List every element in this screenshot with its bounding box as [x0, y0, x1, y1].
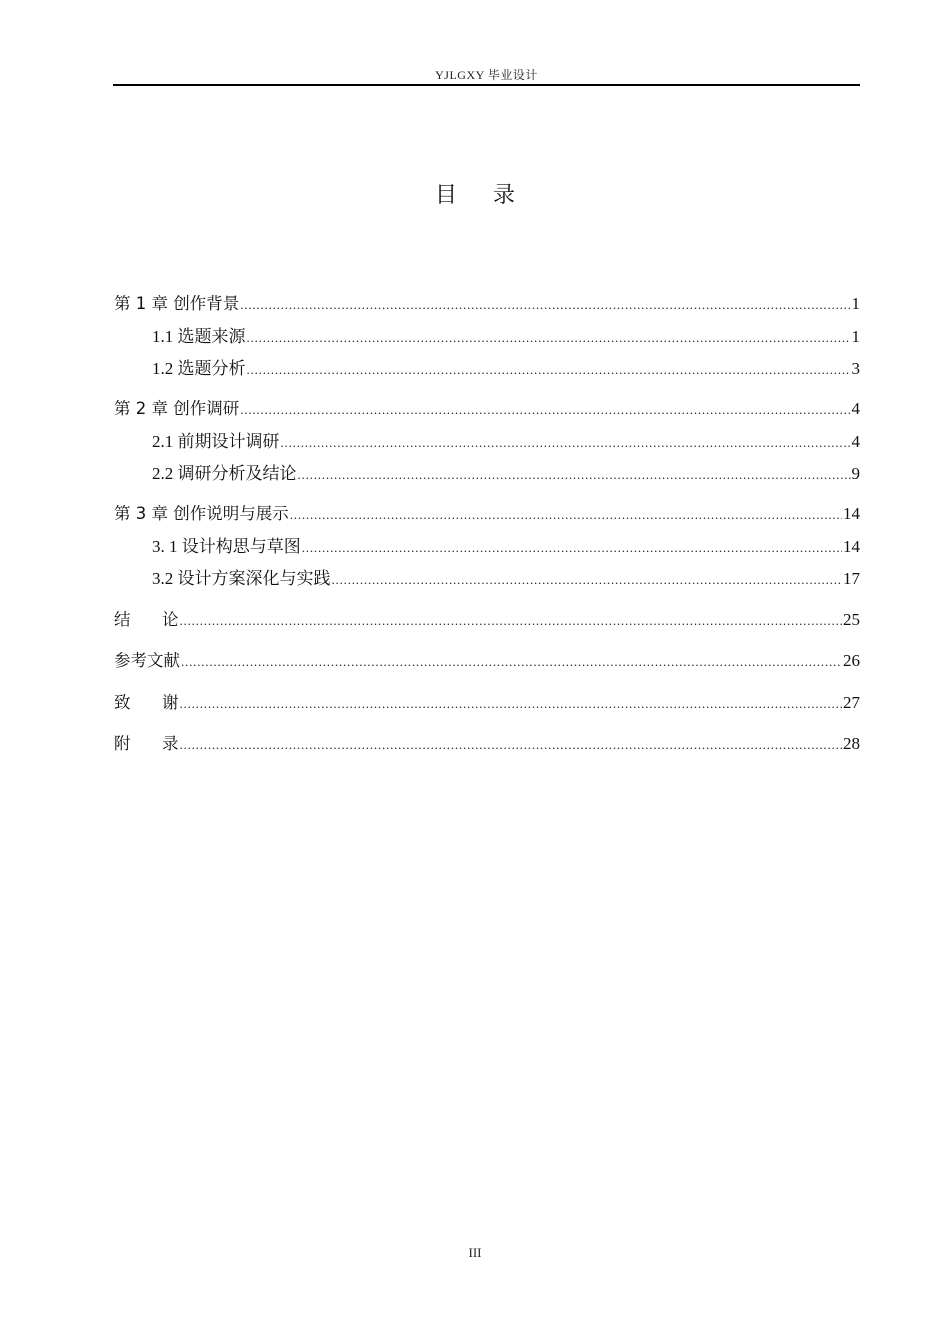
toc-entry-chapter-1[interactable] [114, 290, 860, 314]
toc-entry-label: 2.1 前期设计调研 [152, 432, 280, 451]
page-number: III [468, 1245, 482, 1260]
toc-entry-section-1-1[interactable] [152, 322, 860, 346]
header-text: YJLGXY 毕业设计 [435, 68, 538, 82]
dot-leader [179, 613, 842, 629]
toc-entry-page: 1 [851, 294, 860, 313]
page-header [113, 66, 860, 86]
dot-leader [181, 654, 842, 670]
dot-leader [290, 507, 842, 523]
toc-title [0, 178, 950, 209]
dot-leader [240, 297, 850, 313]
toc-entry-label: 致 谢 [114, 693, 179, 712]
toc-entry-references[interactable] [114, 647, 860, 671]
toc-entry-page: 14 [843, 537, 860, 556]
toc-entry-page: 27 [843, 693, 860, 712]
toc-entry-section-3-2[interactable] [152, 564, 860, 588]
toc-entry-label: 2.2 调研分析及结论 [152, 464, 297, 483]
dot-leader [298, 467, 851, 483]
toc-entry-label: 3. 1 设计构思与草图 [152, 537, 301, 556]
toc-entry-section-2-2[interactable] [152, 459, 860, 483]
toc-entry-appendix[interactable] [114, 730, 860, 754]
toc-entry-page: 4 [851, 399, 860, 418]
dot-leader [247, 330, 851, 346]
toc-entry-label: 3.2 设计方案深化与实践 [152, 569, 331, 588]
toc-entry-chapter-3[interactable] [114, 500, 860, 524]
toc-entry-page: 14 [843, 504, 860, 523]
dot-leader [179, 737, 842, 753]
toc-entry-label: 第 1 章 创作背景 [114, 294, 240, 313]
toc-entry-label: 1.1 选题来源 [152, 327, 246, 346]
toc-entry-section-3-1[interactable] [152, 532, 860, 556]
toc-entry-label: 附 录 [114, 734, 179, 753]
toc-entry-label: 第 2 章 创作调研 [114, 399, 240, 418]
dot-leader [247, 362, 851, 378]
toc-entry-acknowledgements[interactable] [114, 689, 860, 713]
toc-entry-label: 第 3 章 创作说明与展示 [114, 504, 289, 523]
page-footer [0, 1245, 950, 1261]
toc-entry-page: 17 [843, 569, 860, 588]
toc-entry-page: 3 [851, 359, 860, 378]
dot-leader [281, 435, 851, 451]
toc-entry-page: 25 [843, 610, 860, 629]
toc-title-char-2: 录 [493, 183, 516, 208]
toc-entry-conclusion[interactable] [114, 606, 860, 630]
toc-entry-section-1-2[interactable] [152, 354, 860, 378]
toc-entry-page: 26 [843, 651, 860, 670]
toc-entry-label: 结 论 [114, 610, 179, 629]
toc-entry-page: 4 [851, 432, 860, 451]
toc-entry-chapter-2[interactable] [114, 395, 860, 419]
toc-entry-page: 9 [851, 464, 860, 483]
toc-entry-label: 参考文献 [114, 651, 180, 670]
dot-leader [240, 402, 850, 418]
dot-leader [302, 540, 842, 556]
toc-title-char-1: 目 [434, 183, 457, 208]
dot-leader [179, 696, 842, 712]
dot-leader [332, 572, 843, 588]
toc-entry-label: 1.2 选题分析 [152, 359, 246, 378]
toc-entry-page: 28 [843, 734, 860, 753]
toc-entry-section-2-1[interactable] [152, 427, 860, 451]
toc-entry-page: 1 [851, 327, 860, 346]
